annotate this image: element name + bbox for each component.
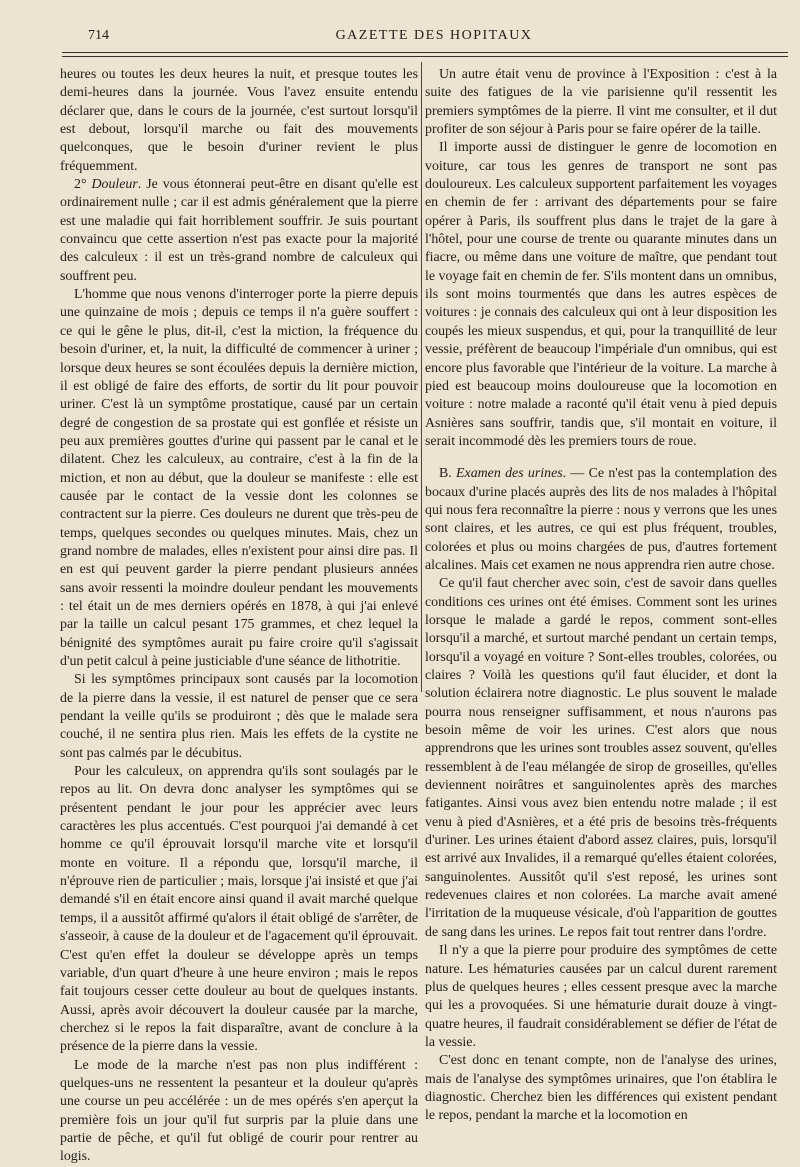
- paragraph: Un autre était venu de province à l'Exposition : c'est à la suite des fatigues de la vie parisienne qu'il ressentit les premiers symptômes de la pierre. Il vint me consulter, et il dut profiter de son séjour à Paris pour se faire opérer de la taille.: [425, 67, 777, 138]
- paragraph: Le mode de la marche n'est pas non plus indifférent : quelques-uns ne ressentent la pesanteur et la douleur qu'après une course un peu accélérée : un de mes opérés s'en aperçut la première fois un jour qu'il fut surpris par la pluie dans une partie de pêche, et qu'il fut obligé de courir pour rentrer au logis.: [60, 1057, 418, 1165]
- paragraph: Si les symptômes principaux sont causés par la locomotion de la pierre dans la vessie, il est naturel de penser que ce sera pendant la veille qu'ils se produiront ; dès que le malade sera couché, il ne sentira plus rien. Mais les effets de la cystite ne sont pas calmés par le décubitus.: [60, 672, 418, 761]
- section-paragraph: B. Examen des urines. — Ce n'est pas la contemplation des bocaux d'urine placés auprès des lits de nos malades à l'hôpital qui nous fera reconnaître la pierre : nous y verrons que les unes sont claires, et les autres, ce qui est plus fréquent, troubles, colorées et plus ou moins chargées de pus, d'autres fortement alcalines. Mais cet examen ne nous apprendra rien autre chose.: [425, 466, 777, 573]
- header-rule-thin: [62, 56, 788, 57]
- paragraph: Il importe aussi de distinguer le genre de locomotion en voiture, car tous les genres de transport ne sont pas douloureux. Les calculeux supportent parfaitement les voyages en chemin de fer : arrivant des départements pour se faire opérer à Paris, ils souffrent plus dans le trajet de la gare à l'hôtel, pour une course de trente ou quarante minutes dans un fiacre, ou même dans une voiture de maître, que pendant tout le voyage fait en chemin de fer. S'ils montent dans un omnibus, ils sont moins tourmentés que dans les autres espèces de voitures : je connais des calculeux qui ont à leur disposition les coupés les mieux suspendus, et qui, pour la tranquillité de leur vessie, préfèrent de beaucoup l'impériale d'un omnibus, qui est encore plus favorable que l'intérieur de la voiture. La marche à pied est beaucoup moins douloureuse que la locomotion en voiture : notre malade a raconté qu'il était venu à pied depuis Asnières sans souffrir, tandis que, s'il montait en voiture, il serait incommodé dès les premiers tours de roue.: [425, 140, 777, 449]
- journal-title: GAZETTE DES HOPITAUX: [335, 28, 533, 43]
- column-divider: [421, 62, 422, 692]
- paragraph: Il n'y a que la pierre pour produire des symptômes de cette nature. Les hématuries causées par un calcul durent rarement plus de quelques heures ; elles cessent presque avec la marche qui les a provoquées. Si une hématurie durait douze à vingt-quatre heures, il faudrait considérablement se défier de l'état de la vessie.: [425, 943, 777, 1050]
- paragraph: Ce qu'il faut chercher avec soin, c'est de savoir dans quelles conditions ces urines ont été émises. Comment sont les urines lorsque le malade a gardé le repos, comment sont-elles lorsqu'il a marché, et surtout marché pendant un certain temps, lorsqu'il a voyagé en voiture ? Sont-elles troubles, colorées, ou claires ? Voilà les questions qu'il faut élucider, et dont la solution éclairera notre diagnostic. Le plus souvent le malade pourra nous renseigner suffisamment, et nous n'aurons pas besoin même de voir les urines. C'est alors que nous apprendrons que les urines sont troubles assez souvent, qu'elles ressemblent à de l'eau mélangée de sirop de groseilles, qu'elles deviennent noirâtres et sanguinolentes après des marches fatigantes. Ainsi vous avez bien entendu notre malade ; il est venu à pied d'Asnières, et a été pris de besoins très-fréquents d'uriner. Les urines étaient d'abord assez claires, puis, lorsqu'il est arrivé aux Invalides, il a remarqué qu'elles étaient colorées, sanguinolentes. Aussitôt qu'il s'est reposé, les urines sont redevenues claires et non colorées. La marche avait amené l'irritation de la muqueuse vésicale, d'où l'apparition de gouttes de sang dans les urines. Le repos fait tout rentrer dans l'ordre.: [425, 576, 777, 940]
- page-header: [88, 28, 780, 50]
- paragraph: 2° Douleur. Je vous étonnerai peut-être en disant qu'elle est ordinairement nulle ; car il est admis généralement que la pierre est une maladie qui fait horriblement souffrir. Je suis pourtant convaincu que cette assertion n'est pas exacte pour la majorité des calculeux : il est un très-grand nombre de calculeux qui souffrent peu.: [60, 177, 418, 284]
- left-column: [60, 66, 418, 1167]
- paragraph: C'est donc en tenant compte, non de l'analyse des urines, mais de l'analyse des symptômes urinaires, que l'on établira le diagnostic. Cherchez bien les différences qui existent pendant le repos, pendant la marche et la locomotion en: [425, 1053, 777, 1124]
- paragraph: heures ou toutes les deux heures la nuit, et presque toutes les demi-heures dans la journée. Vous l'avez ensuite entendu déclarer que, dans le cours de la journée, c'est surtout lorsqu'il est debout, lorsqu'il marche ou fait des mouvements quelconques, que le besoin d'uriner revient le plus fréquemment.: [60, 67, 418, 174]
- right-column: [425, 66, 777, 1126]
- paragraph: L'homme que nous venons d'interroger porte la pierre depuis une quinzaine de mois ; depuis ce temps il n'a guère souffert : ce qui le gêne le plus, dit-il, c'est la miction, la fréquence du besoin d'uriner, et, la nuit, la difficulté de commencer à uriner ; lorsque deux heures se sont écoulées depuis la dernière miction, il est obligé de faire des efforts, de sortir du lit pour pouvoir uriner. C'est là un symptôme prostatique, causé par un certain degré de congestion de sa prostate qui est gonflée et résiste un peu aux premières gouttes d'urine qui passent par le canal et le dilatent. Chez les calculeux, au contraire, c'est à la fin de la miction, et non au début, que la douleur se manifeste : elle est causée par le contact de la vessie dont les colonnes se contractent sur la pierre. Ces douleurs ne durent que très-peu de temps, quelques secondes ou quelques minutes. Mais, chez un grand nombre de malades, elles n'existent pour ainsi dire pas. Il en est qui peuvent garder la pierre pendant plusieurs années sans avoir ressenti la moindre douleur pendant les mouvements : tel était un de mes derniers opérés en 1878, à qui j'ai enlevé par la taille un calcul pesant 175 grammes, et chez lequel la bénignité des symptômes aurait pu faire croire qu'il s'agissait d'un petit calcul à peine justiciable d'une séance de lithotritie.: [60, 287, 418, 669]
- page-number: 714: [88, 28, 109, 43]
- header-rule: [62, 52, 788, 53]
- paragraph: Pour les calculeux, on apprendra qu'ils sont soulagés par le repos au lit. On devra donc analyser les symptômes qui se présentent pendant le jour pour les apprécier avec leurs caractères les plus accentués. C'est pourquoi j'ai demandé à cet homme ce qu'il éprouvait lorsqu'il marche vite et lorsqu'il monte en voiture. Il a répondu que, lorsqu'il marche, il n'éprouve rien de particulier ; mais, lorsque j'ai insisté et que j'ai demandé s'il en était encore ainsi quand il avait marché quelque temps, il a aussitôt affirmé qu'alors il était obligé de s'arrêter, de s'asseoir, à cause de la douleur et de l'agacement qu'il éprouvait. C'est qu'en effet la douleur se développe après un temps variable, d'un quart d'heure à une heure environ ; mais le repos fait toujours cesser cette douleur au bout de quelques instants. Aussi, après avoir découvert la douleur causée par la marche, cherchez si le repos la fait disparaître, avant de conclure à la présence de la pierre dans la vessie.: [60, 764, 418, 1055]
